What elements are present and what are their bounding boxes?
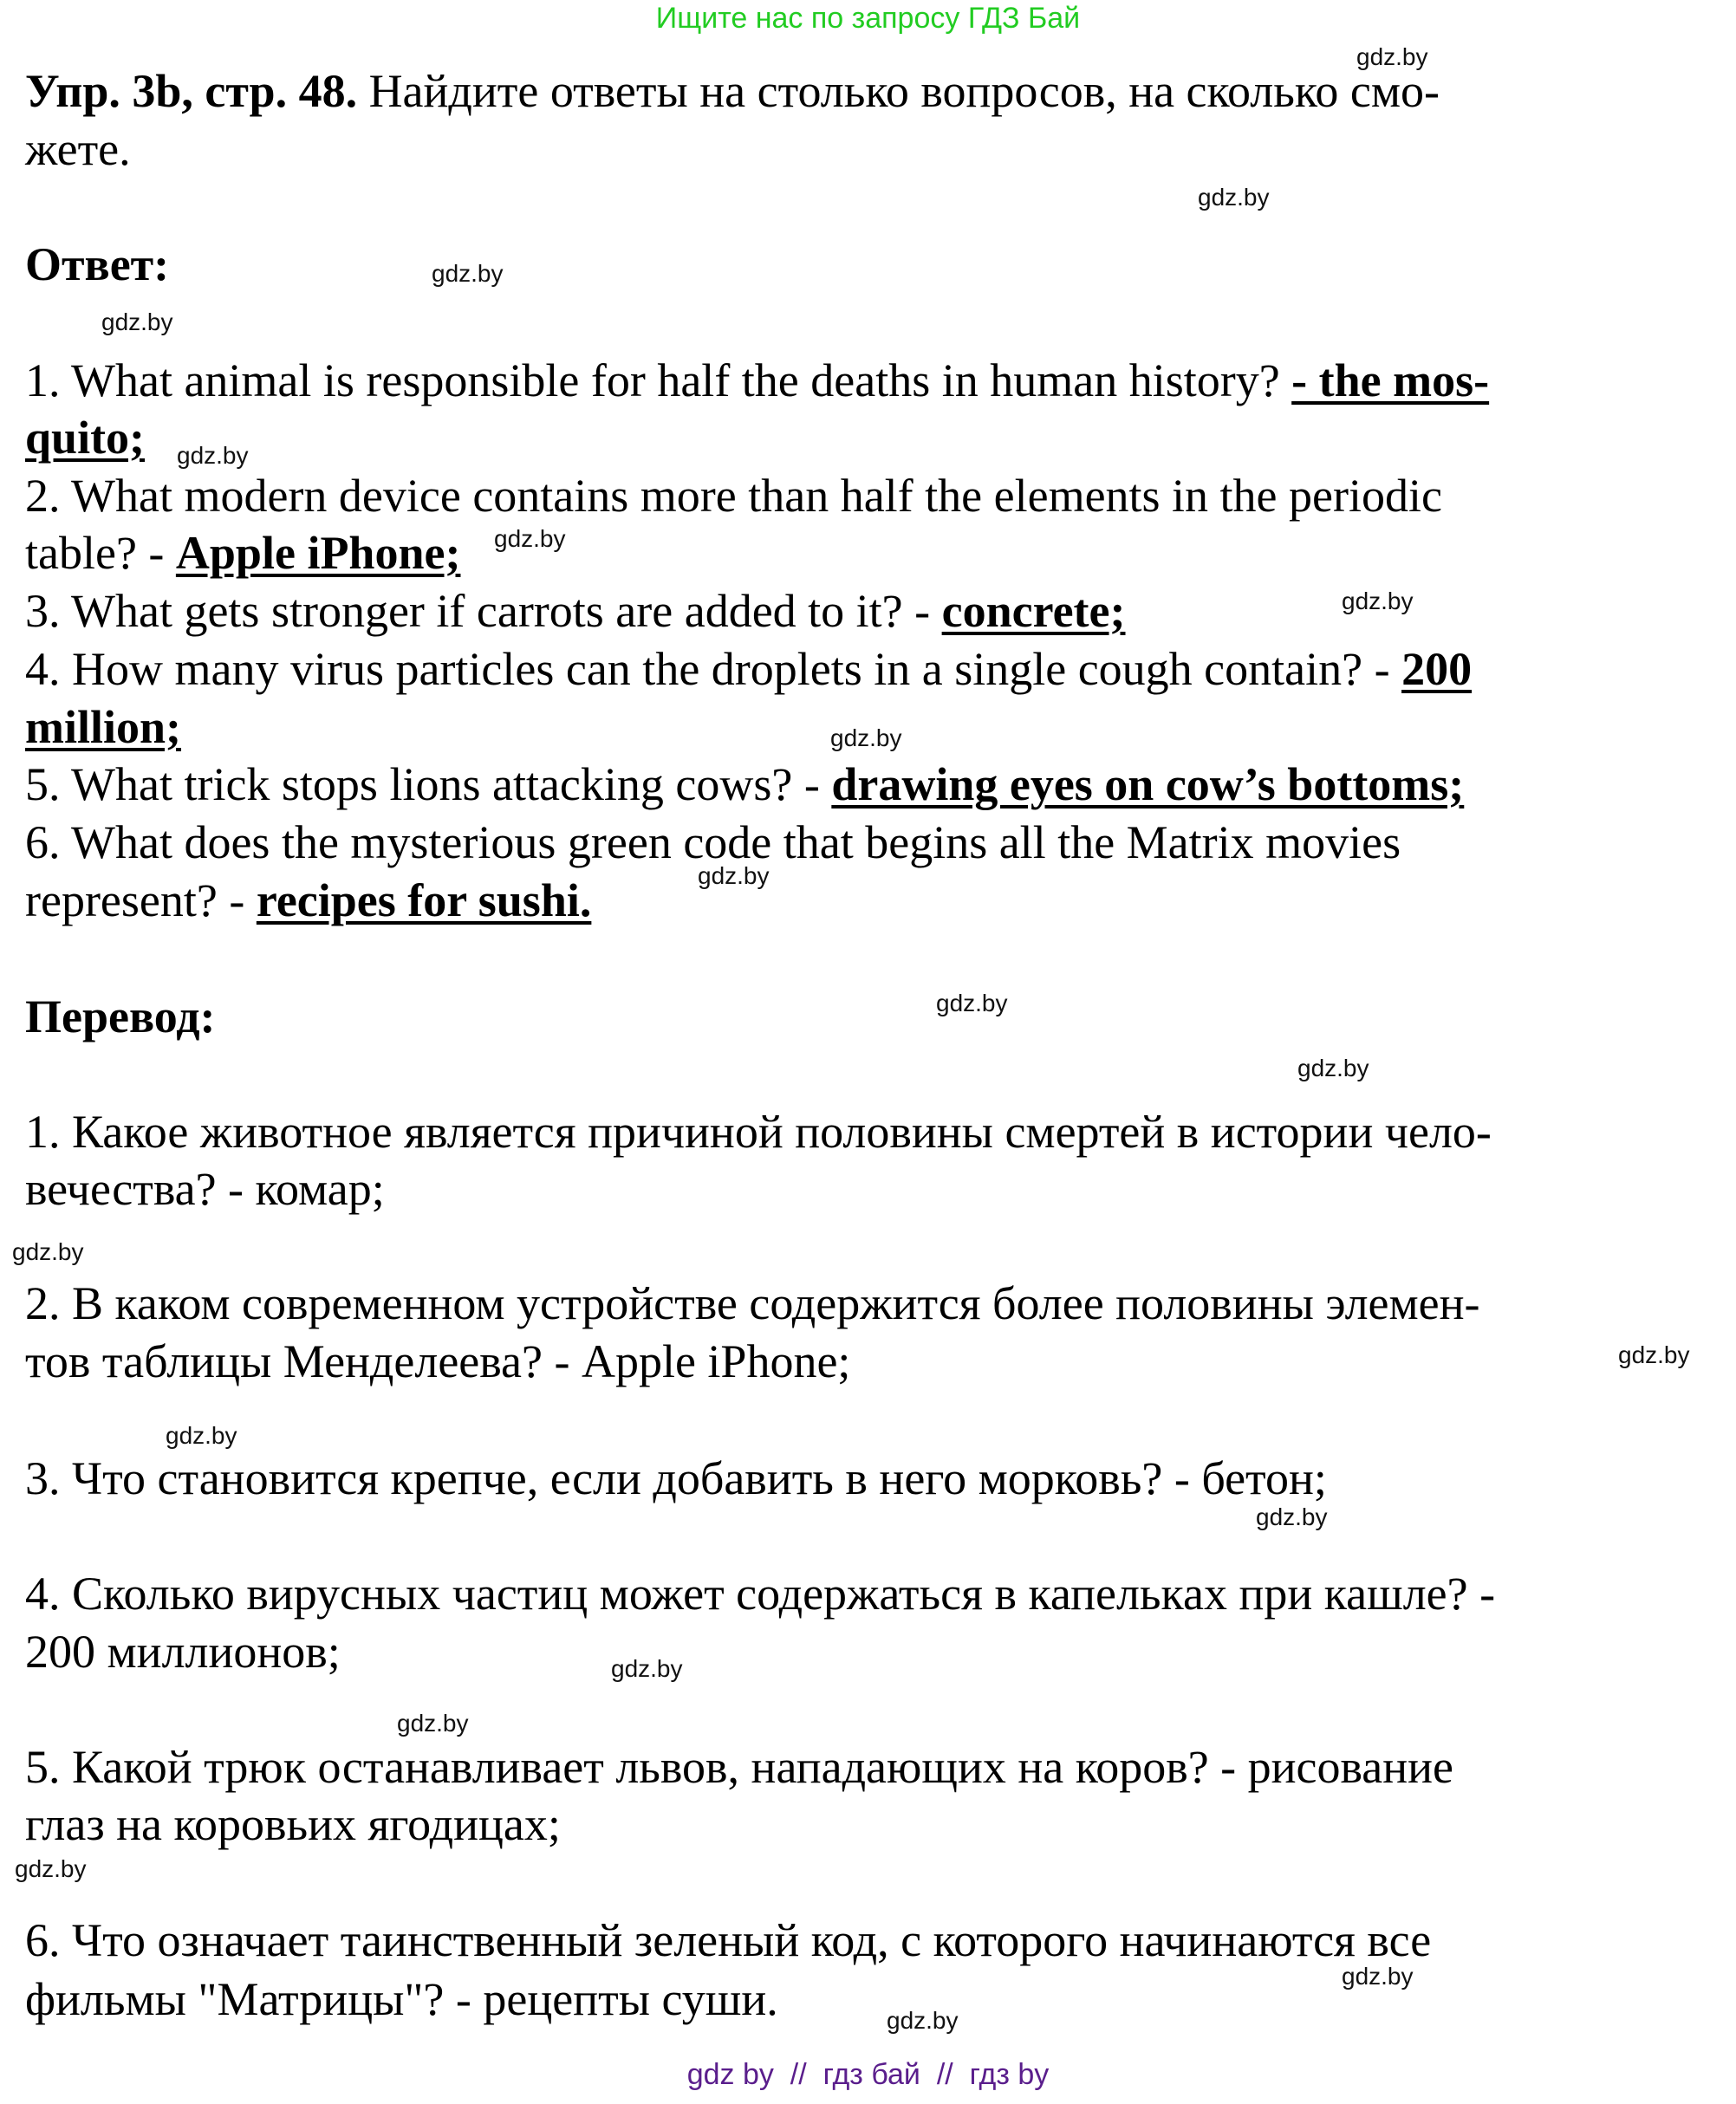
- watermark: gdz.by: [15, 1855, 87, 1882]
- translation-2: 2. В каком современном устройстве содержится более половины элемен-: [25, 1277, 1480, 1329]
- answer-2: 2. What modern device contains more than half the elements in the periodic: [25, 470, 1442, 522]
- watermark: gdz.by: [101, 308, 173, 335]
- answer-1: [25, 354, 1490, 406]
- translation-1: 1. Какое животное является причиной половины смертей в истории чело-: [25, 1106, 1492, 1158]
- exercise-task-cont: жете.: [25, 123, 131, 175]
- answer-text: recipes for sushi.: [256, 874, 592, 926]
- watermark: gdz.by: [397, 1710, 469, 1737]
- watermark: gdz.by: [177, 442, 249, 469]
- question-text: 3. What gets stronger if carrots are added to it? -: [25, 585, 942, 637]
- translation-2-cont: тов таблицы Менделеева? - Apple iPhone;: [25, 1335, 851, 1387]
- answer-4: [25, 643, 1473, 695]
- answer-text: million;: [25, 701, 182, 753]
- translation-4-cont: 200 миллионов;: [25, 1626, 341, 1678]
- watermark: gdz.by: [1342, 588, 1414, 614]
- watermark: gdz.by: [1342, 1963, 1414, 1990]
- answer-heading: Ответ:: [25, 238, 170, 290]
- answer-text: drawing eyes on cow’s bottoms;: [831, 758, 1465, 810]
- translation-5-cont: глаз на коровьих ягодицах;: [25, 1798, 561, 1850]
- answer-text: Apple iPhone;: [175, 527, 461, 579]
- watermark: gdz.by: [698, 862, 770, 889]
- exercise-title: [25, 65, 1440, 117]
- question-text: 5. What trick stops lions attacking cows? -: [25, 758, 832, 810]
- watermark: gdz.by: [1256, 1503, 1328, 1530]
- translation-1-cont: вечества? - комар;: [25, 1163, 385, 1215]
- question-text: 4. How many virus particles can the droplets in a single cough contain? -: [25, 643, 1402, 695]
- exercise-label: Упр. 3b, стр. 48.: [25, 65, 358, 117]
- answer-text: quito;: [25, 412, 146, 464]
- watermark: gdz.by: [432, 260, 504, 287]
- translation-6: 6. Что означает таинственный зеленый код, с которого начинаются все: [25, 1914, 1432, 1966]
- translation-4: 4. Сколько вирусных частиц может содержаться в капельках при кашле? -: [25, 1568, 1496, 1620]
- watermark: gdz.by: [1356, 43, 1428, 70]
- answer-text: - the mos-: [1291, 354, 1490, 406]
- watermark: gdz.by: [1618, 1341, 1690, 1368]
- watermark: gdz.by: [830, 724, 902, 751]
- watermark: gdz.by: [887, 2007, 959, 2034]
- answer-3: [25, 585, 1126, 637]
- answer-2-cont: [25, 527, 461, 579]
- answer-6: 6. What does the mysterious green code that begins all the Matrix movies: [25, 816, 1401, 868]
- watermark: gdz.by: [611, 1655, 683, 1682]
- watermark: gdz.by: [1198, 184, 1270, 211]
- translation-5: 5. Какой трюк останавливает львов, нападающих на коров? - рисование: [25, 1741, 1454, 1793]
- question-text: 1. What animal is responsible for half the deaths in human history?: [25, 354, 1292, 406]
- answer-text: 200: [1401, 643, 1473, 695]
- answer-5: [25, 758, 1465, 810]
- watermark: gdz.by: [494, 525, 566, 552]
- footer-links[interactable]: gdz by // гдз бай // гдз by: [686, 2058, 1050, 2091]
- question-text: table? -: [25, 527, 176, 579]
- answer-text: concrete;: [941, 585, 1126, 637]
- translation-heading: Перевод:: [25, 990, 216, 1042]
- watermark: gdz.by: [12, 1238, 84, 1265]
- watermark: gdz.by: [1297, 1055, 1369, 1081]
- answer-4-cont: [25, 701, 182, 753]
- watermark: gdz.by: [166, 1422, 237, 1449]
- answer-1-cont: [25, 412, 146, 464]
- watermark: gdz.by: [936, 990, 1008, 1016]
- exercise-task: Найдите ответы на столько вопросов, на сколько смо-: [357, 65, 1440, 117]
- promo-header[interactable]: Ищите нас по запросу ГДЗ Бай: [655, 2, 1081, 35]
- question-text: represent? -: [25, 874, 257, 926]
- translation-3: 3. Что становится крепче, если добавить в него морковь? - бетон;: [25, 1452, 1327, 1504]
- answer-6-cont: [25, 874, 592, 926]
- translation-6-cont: фильмы "Матрицы"? - рецепты суши.: [25, 1973, 778, 2025]
